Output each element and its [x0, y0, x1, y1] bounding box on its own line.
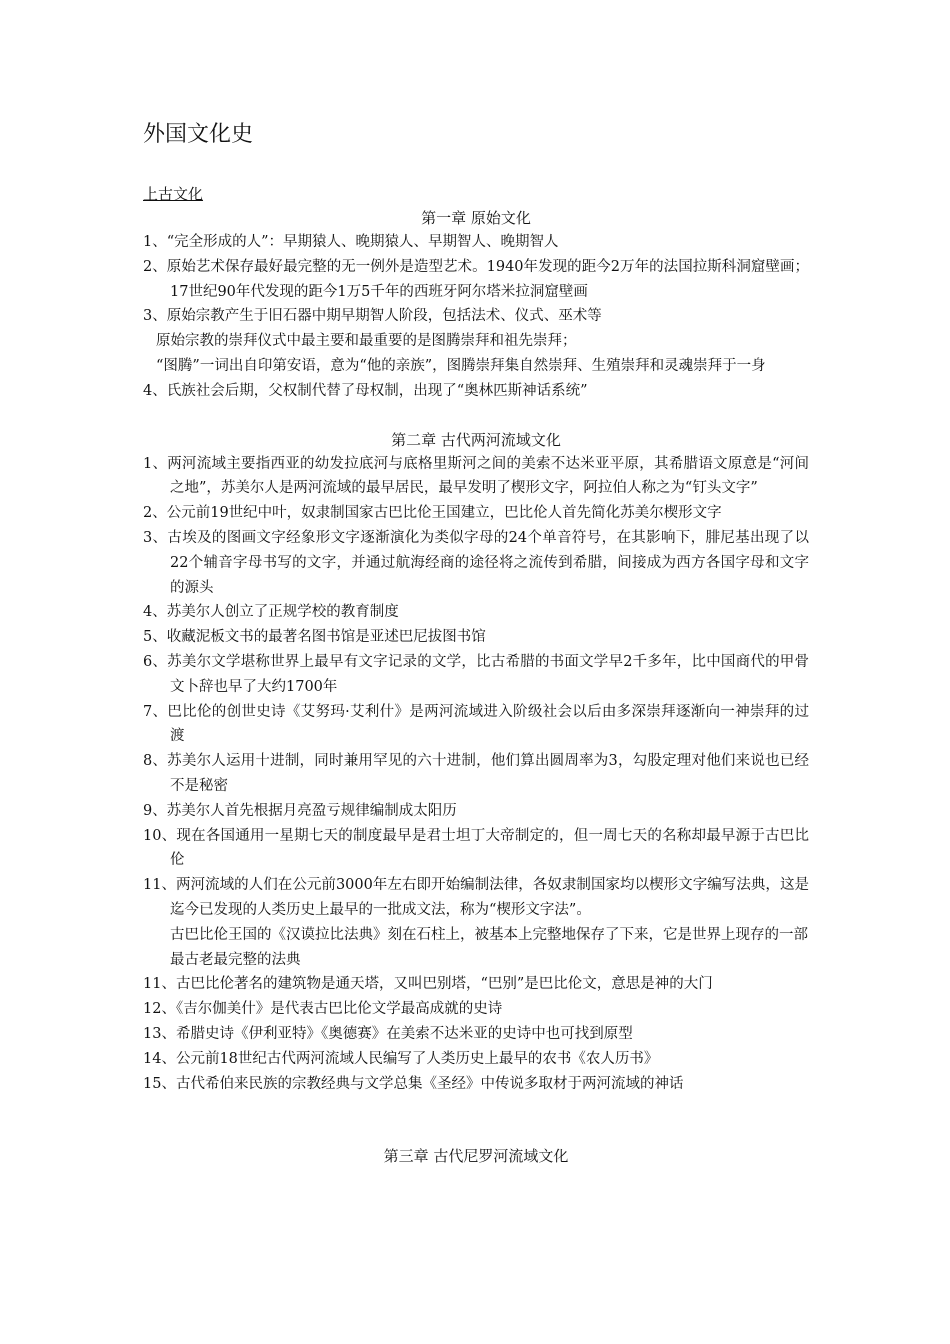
chapter-1-title: 第一章 原始文化 — [421, 209, 531, 227]
list-item: 11、两河流域的人们在公元前3000年左右即开始编制法律，各奴隶制国家均以楔形文字编写法典，这是迄今已发现的人类历史上最早的一批成文法，称为“楔形文字法”。 — [143, 877, 809, 918]
list-item: 3、古埃及的图画文字经象形文字逐渐演化为类似字母的24个单音符号，在其影响下，腓尼基出现了以22个辅音字母书写的文字，并通过航海经商的途径将之流传到希腊，间接成为西方各国字母和文字的源头 — [143, 529, 809, 596]
list-item: 10、现在各国通用一星期七天的制度最早是君士坦丁大帝制定的，但一周七天的名称却最早源于古巴比伦 — [143, 827, 809, 869]
document-title: 外国文化史 — [143, 122, 254, 147]
list-item: 6、苏美尔文学堪称世界上最早有文字记录的文学，比古希腊的书面文学早2千多年，比中国商代的甲骨文卜辞也早了大约1700年 — [143, 653, 809, 695]
list-item: 3、原始宗教产生于旧石器中期早期智人阶段，包括法术、仪式、巫术等 — [143, 308, 602, 325]
list-item: 15、古代希伯来民族的宗教经典与文学总集《圣经》中传说多取材于两河流域的神话 — [143, 1075, 684, 1092]
list-item: 7、巴比伦的创世史诗《艾努玛·艾利什》是两河流域进入阶级社会以后由多深崇拜逐渐向一神崇拜的过渡 — [143, 703, 809, 745]
list-item: 2、公元前19世纪中叶，奴隶制国家古巴比伦王国建立，巴比伦人首先简化苏美尔楔形文字 — [143, 505, 722, 522]
list-item: 2、原始艺术保存最好最完整的无一例外是造型艺术。1940年发现的距今2万年的法国拉斯科洞窟壁画；17世纪90年代发现的距今1万5千年的西班牙阿尔塔米拉洞窟壁画 — [143, 258, 809, 300]
list-item: 14、公元前18世纪古代两河流域人民编写了人类历史上最早的农书《农人历书》 — [143, 1050, 659, 1067]
list-item: 4、氏族社会后期，父权制代替了母权制，出现了“奥林匹斯神话系统” — [143, 382, 588, 399]
list-item: 5、收藏泥板文书的最著名图书馆是亚述巴尼拔图书馆 — [143, 629, 486, 646]
list-item: 1、两河流域主要指西亚的幼发拉底河与底格里斯河之间的美索不达米亚平原，其希腊语文原意是“河间之地”，苏美尔人是两河流域的最早居民，最早发明了楔形文字，阿拉伯人称之为“钉头文字” — [143, 455, 809, 497]
list-item-note: “图腾”一词出自印第安语，意为“他的亲族”，图腾崇拜集自然崇拜、生殖崇拜和灵魂崇拜于一身 — [156, 357, 766, 374]
chapter-2-title: 第二章 古代两河流域文化 — [391, 430, 561, 449]
list-item: 8、苏美尔人运用十进制，同时兼用罕见的六十进制，他们算出圆周率为3，勾股定理对他们来说也已经不是秘密 — [143, 753, 809, 794]
chapter-3-title: 第三章 古代尼罗河流域文化 — [383, 1147, 569, 1166]
list-item: 4、苏美尔人创立了正规学校的教育制度 — [143, 604, 399, 621]
list-item: 1、“完全形成的人”：早期猿人、晚期猿人、早期智人、晚期智人 — [143, 234, 559, 250]
list-item: 12、《吉尔伽美什》是代表古巴比伦文学最高成就的史诗 — [143, 1001, 503, 1018]
document-content — [143, 118, 809, 1168]
list-item: 9、苏美尔人首先根据月亮盈亏规律编制成太阳历 — [143, 802, 457, 819]
list-item-note: 原始宗教的崇拜仪式中最主要和最重要的是图腾崇拜和祖先崇拜； — [156, 333, 577, 350]
list-item-continuation: 古巴比伦王国的《汉谟拉比法典》刻在石柱上，被基本上完整地保存了下来，它是世界上现存的一部最古老最完整的法典 — [170, 926, 808, 968]
section-heading[interactable]: 上古文化 — [143, 185, 204, 203]
list-item: 11、古巴比伦著名的建筑物是通天塔，又叫巴别塔，“巴别”是巴比伦文，意思是神的大门 — [143, 976, 713, 993]
list-item: 13、希腊史诗《伊利亚特》《奥德赛》在美索不达米亚的史诗中也可找到原型 — [143, 1025, 633, 1042]
